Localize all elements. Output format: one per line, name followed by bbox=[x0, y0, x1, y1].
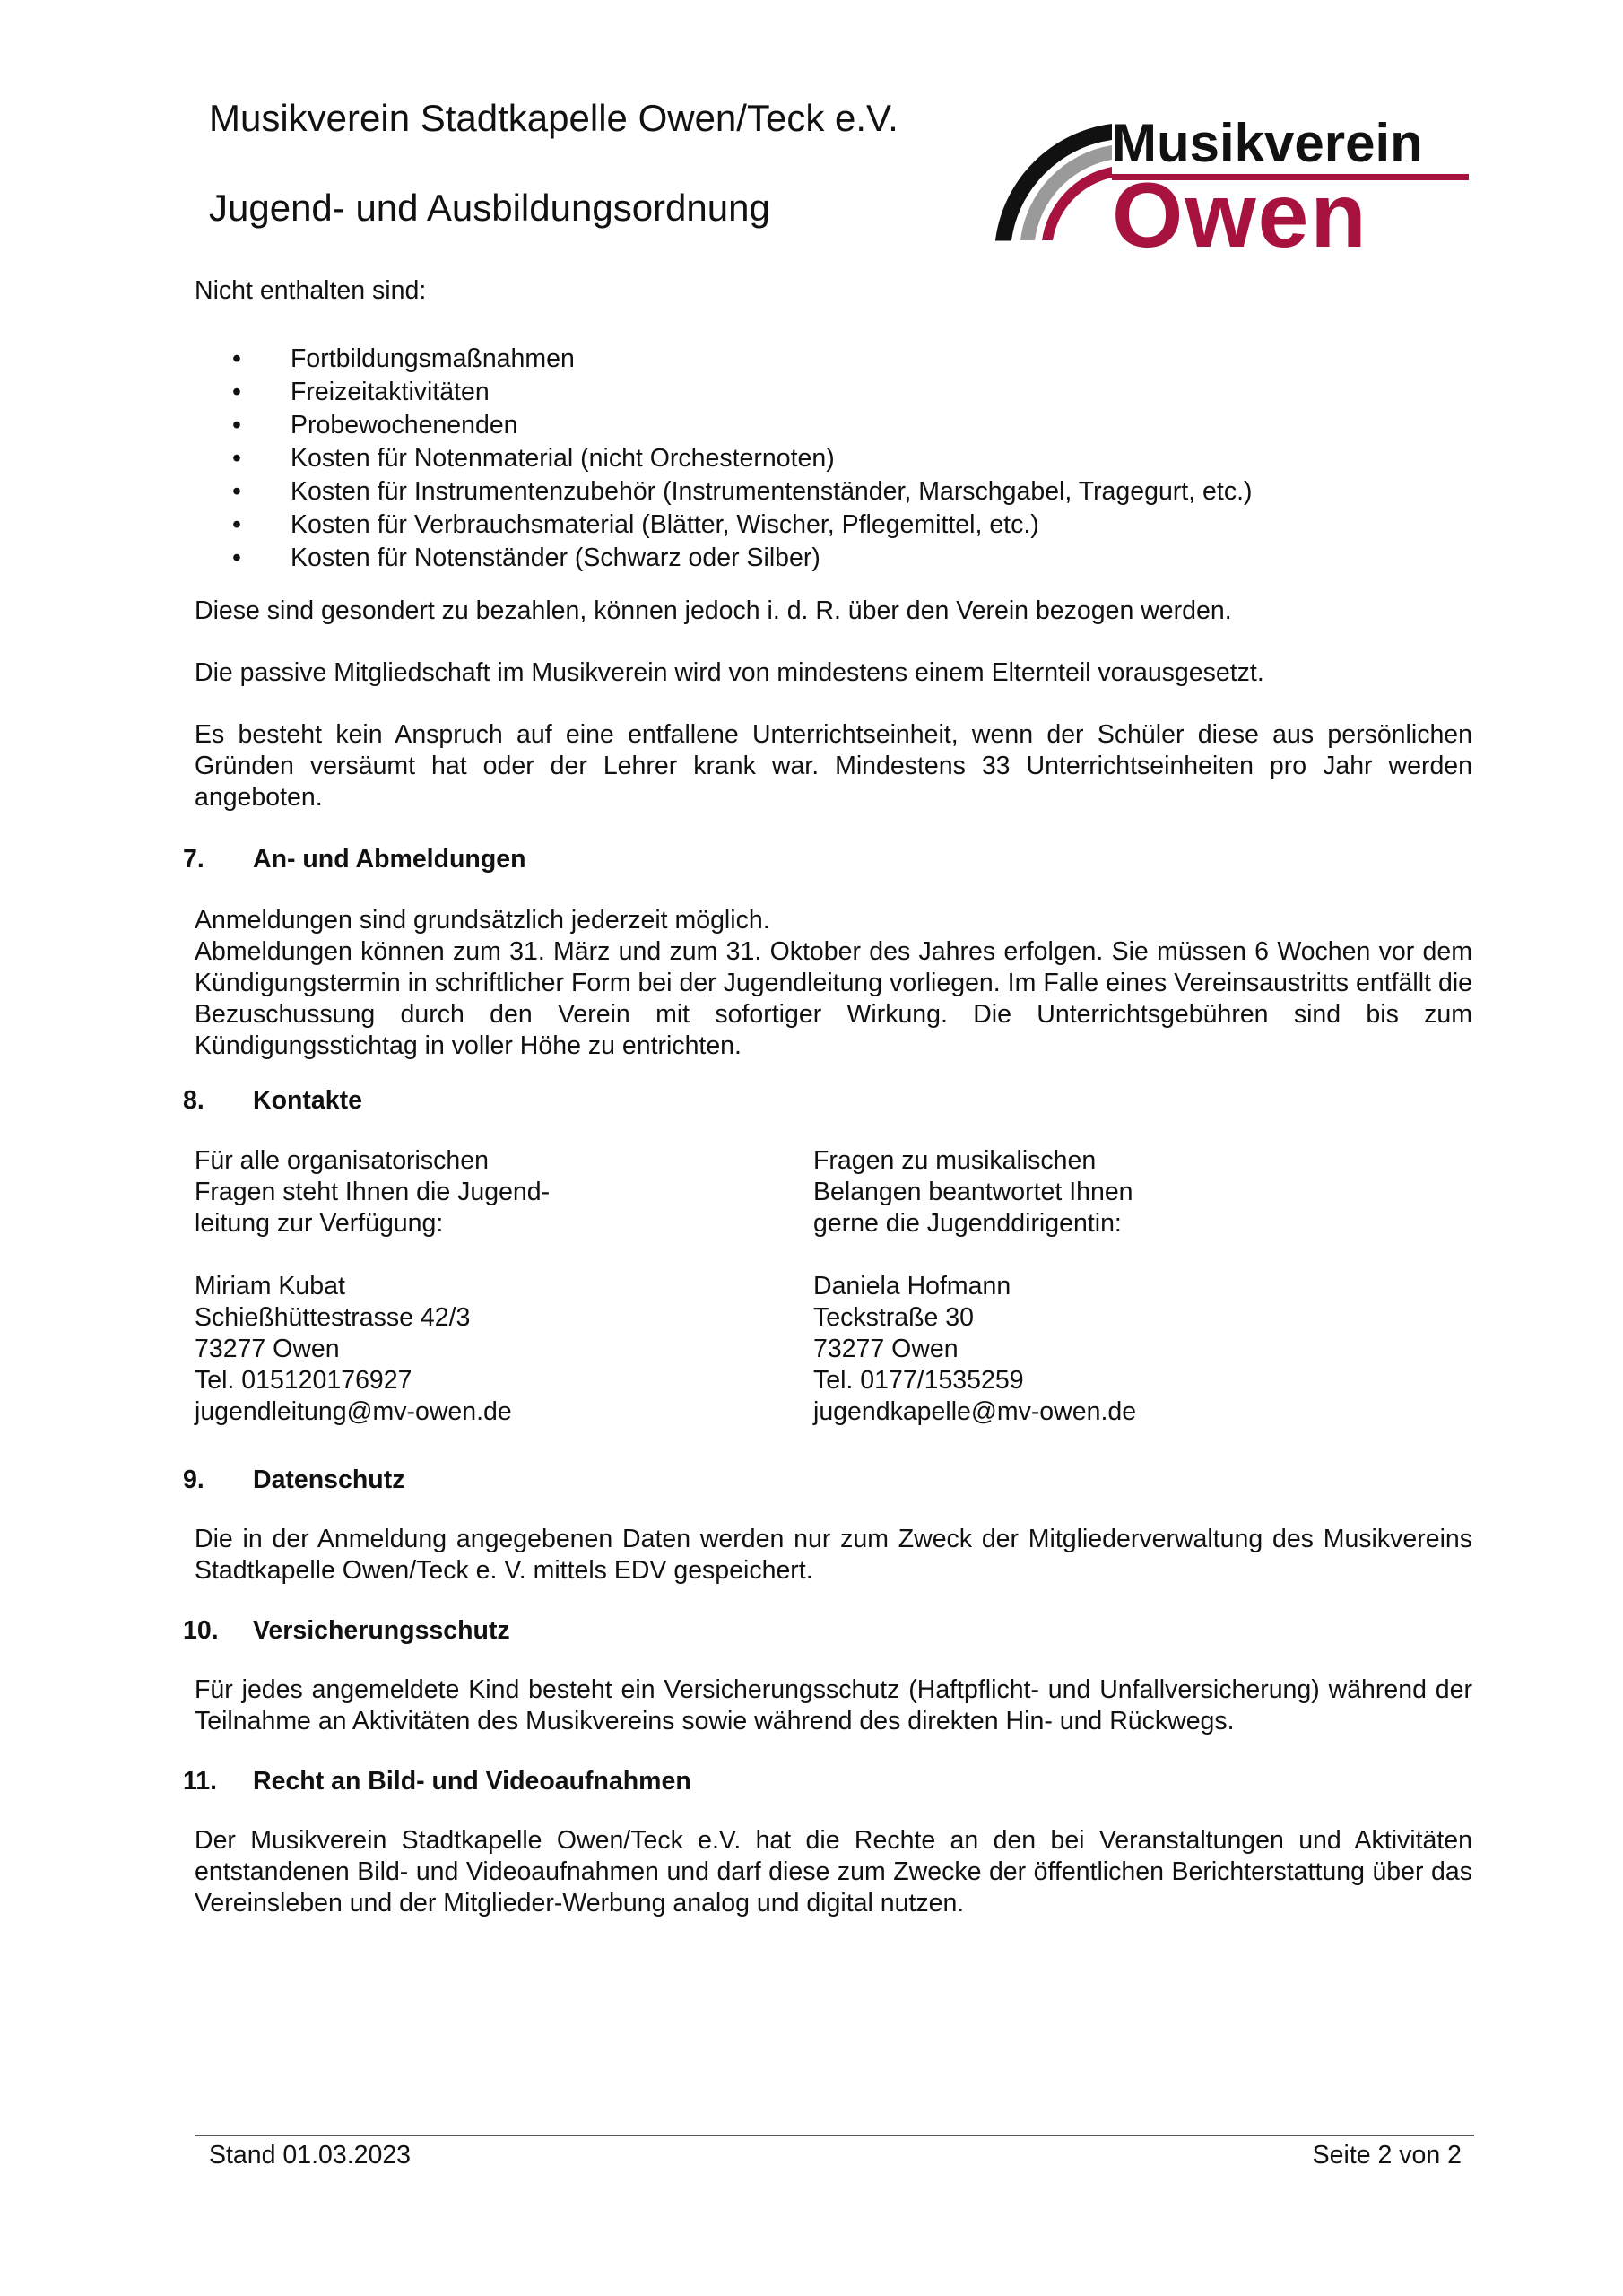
list-item: • Kosten für Notenständer (Schwarz oder Silber) bbox=[195, 542, 1252, 575]
section-9-paragraph: Die in der Anmeldung angegebenen Daten werden nur zum Zweck der Mitgliederverwaltung des Musikvereins Stadtkapelle Owen/Teck e. V. mittels EDV gespeichert. bbox=[195, 1525, 1472, 1585]
section-11-paragraph: Der Musikverein Stadtkapelle Owen/Teck e.V. hat die Rechte an den bei Veranstaltungen und Aktivitäten entstandenen Bild- und Videoaufnahmen und darf diese zum Zwecke der öffentlichen Berichterstattung über das Vereinsleben und der Mitglieder-Werbung analog und digital nutzen. bbox=[195, 1826, 1472, 1918]
contact-youth-conductor bbox=[813, 1145, 1136, 1428]
contact-intro-line: leitung zur Verfügung: bbox=[195, 1209, 444, 1238]
contact-city: 73277 Owen bbox=[813, 1335, 959, 1363]
contact-street: Schießhüttestrasse 42/3 bbox=[195, 1303, 471, 1332]
list-item: • Kosten für Notenmaterial (nicht Orchesternoten) bbox=[195, 442, 1252, 475]
not-included-list bbox=[195, 343, 1252, 575]
list-item: • Freizeitaktivitäten bbox=[195, 376, 1252, 409]
section-7-line-1: Anmeldungen sind grundsätzlich jederzeit möglich. bbox=[195, 906, 770, 935]
footer-divider bbox=[195, 2135, 1474, 2136]
bullet-icon: • bbox=[232, 344, 241, 373]
footer-page-number: Seite 2 von 2 bbox=[1312, 2141, 1462, 2170]
not-included-label: Nicht enthalten sind: bbox=[195, 276, 427, 305]
list-item: • Kosten für Instrumentenzubehör (Instrumentenständer, Marschgabel, Tragegurt, etc.) bbox=[195, 475, 1252, 509]
contact-street: Teckstraße 30 bbox=[813, 1303, 974, 1332]
section-heading-8: 8. Kontakte bbox=[183, 1086, 362, 1115]
contact-name: Daniela Hofmann bbox=[813, 1272, 1011, 1300]
contact-name: Miriam Kubat bbox=[195, 1272, 345, 1300]
contact-intro-line: Fragen steht Ihnen die Jugend- bbox=[195, 1178, 551, 1206]
list-item: • Probewochenenden bbox=[195, 409, 1252, 442]
logo-bottom-text: Owen bbox=[1112, 164, 1368, 254]
bullet-icon: • bbox=[232, 544, 241, 572]
bullet-icon: • bbox=[232, 378, 241, 406]
contact-phone: Tel. 0177/1535259 bbox=[813, 1366, 1024, 1395]
document-title: Jugend- und Ausbildungsordnung bbox=[209, 187, 770, 229]
section-10-paragraph: Für jedes angemeldete Kind besteht ein Versicherungsschutz (Haftpflicht- und Unfallversicherung) während der Teilnahme an Aktivitäten des Musikvereins sowie während des direkten Hin- und Rückwegs. bbox=[195, 1675, 1472, 1735]
bullet-icon: • bbox=[232, 411, 241, 439]
contact-intro-line: gerne die Jugenddirigentin: bbox=[813, 1209, 1122, 1238]
contact-intro-line: Fragen zu musikalischen bbox=[813, 1146, 1097, 1175]
intro-paragraph-billing: Diese sind gesondert zu bezahlen, können jedoch i. d. R. über den Verein bezogen werden. bbox=[195, 596, 1232, 625]
section-7-paragraph: Abmeldungen können zum 31. März und zum 31. Oktober des Jahres erfolgen. Sie müssen 6 Wochen vor dem Kündigungstermin in schriftlicher Form bei der Jugendleitung vorliegen. Im Falle eines Vereinsaustritts entfällt die Bezuschussung durch den Verein mit sofortiger Wirkung. Die Unterrichtsgebühren sind bis zum Kündigungsstichtag in voller Höhe zu entrichten. bbox=[195, 937, 1472, 1060]
contact-email-link[interactable]: jugendkapelle@mv-owen.de bbox=[813, 1397, 1137, 1426]
footer-date: Stand 01.03.2023 bbox=[209, 2141, 412, 2170]
bullet-icon: • bbox=[232, 510, 241, 539]
section-heading-9: 9. Datenschutz bbox=[183, 1465, 405, 1494]
bullet-icon: • bbox=[232, 477, 241, 506]
section-heading-10: 10. Versicherungsschutz bbox=[183, 1616, 510, 1645]
intro-paragraph-membership: Die passive Mitgliedschaft im Musikverein wird von mindestens einem Elternteil vorausgesetzt. bbox=[195, 658, 1264, 687]
bullet-icon: • bbox=[232, 444, 241, 473]
list-item: • Fortbildungsmaßnahmen bbox=[195, 343, 1252, 376]
contact-city: 73277 Owen bbox=[195, 1335, 340, 1363]
list-item: • Kosten für Verbrauchsmaterial (Blätter, Wischer, Pflegemittel, etc.) bbox=[195, 509, 1252, 542]
section-heading-7: 7. An- und Abmeldungen bbox=[183, 845, 526, 874]
contact-email-link[interactable]: jugendleitung@mv-owen.de bbox=[195, 1397, 512, 1426]
intro-paragraph-lessons: Es besteht kein Anspruch auf eine entfallene Unterrichtseinheit, wenn der Schüler diese aus persönlichen Gründen versäumt hat oder der Lehrer krank war. Mindestens 33 Unterrichtseinheiten pro Jahr werden angeboten. bbox=[195, 720, 1472, 812]
section-heading-11: 11. Recht an Bild- und Videoaufnahmen bbox=[183, 1767, 691, 1796]
contact-youth-leadership bbox=[195, 1145, 550, 1428]
organization-name: Musikverein Stadtkapelle Owen/Teck e.V. bbox=[209, 97, 898, 139]
musikverein-owen-logo bbox=[986, 106, 1475, 254]
contact-intro-line: Belangen beantwortet Ihnen bbox=[813, 1178, 1133, 1206]
contact-phone: Tel. 015120176927 bbox=[195, 1366, 412, 1395]
logo-top-text: Musikverein bbox=[1112, 113, 1423, 173]
contact-intro-line: Für alle organisatorischen bbox=[195, 1146, 489, 1175]
